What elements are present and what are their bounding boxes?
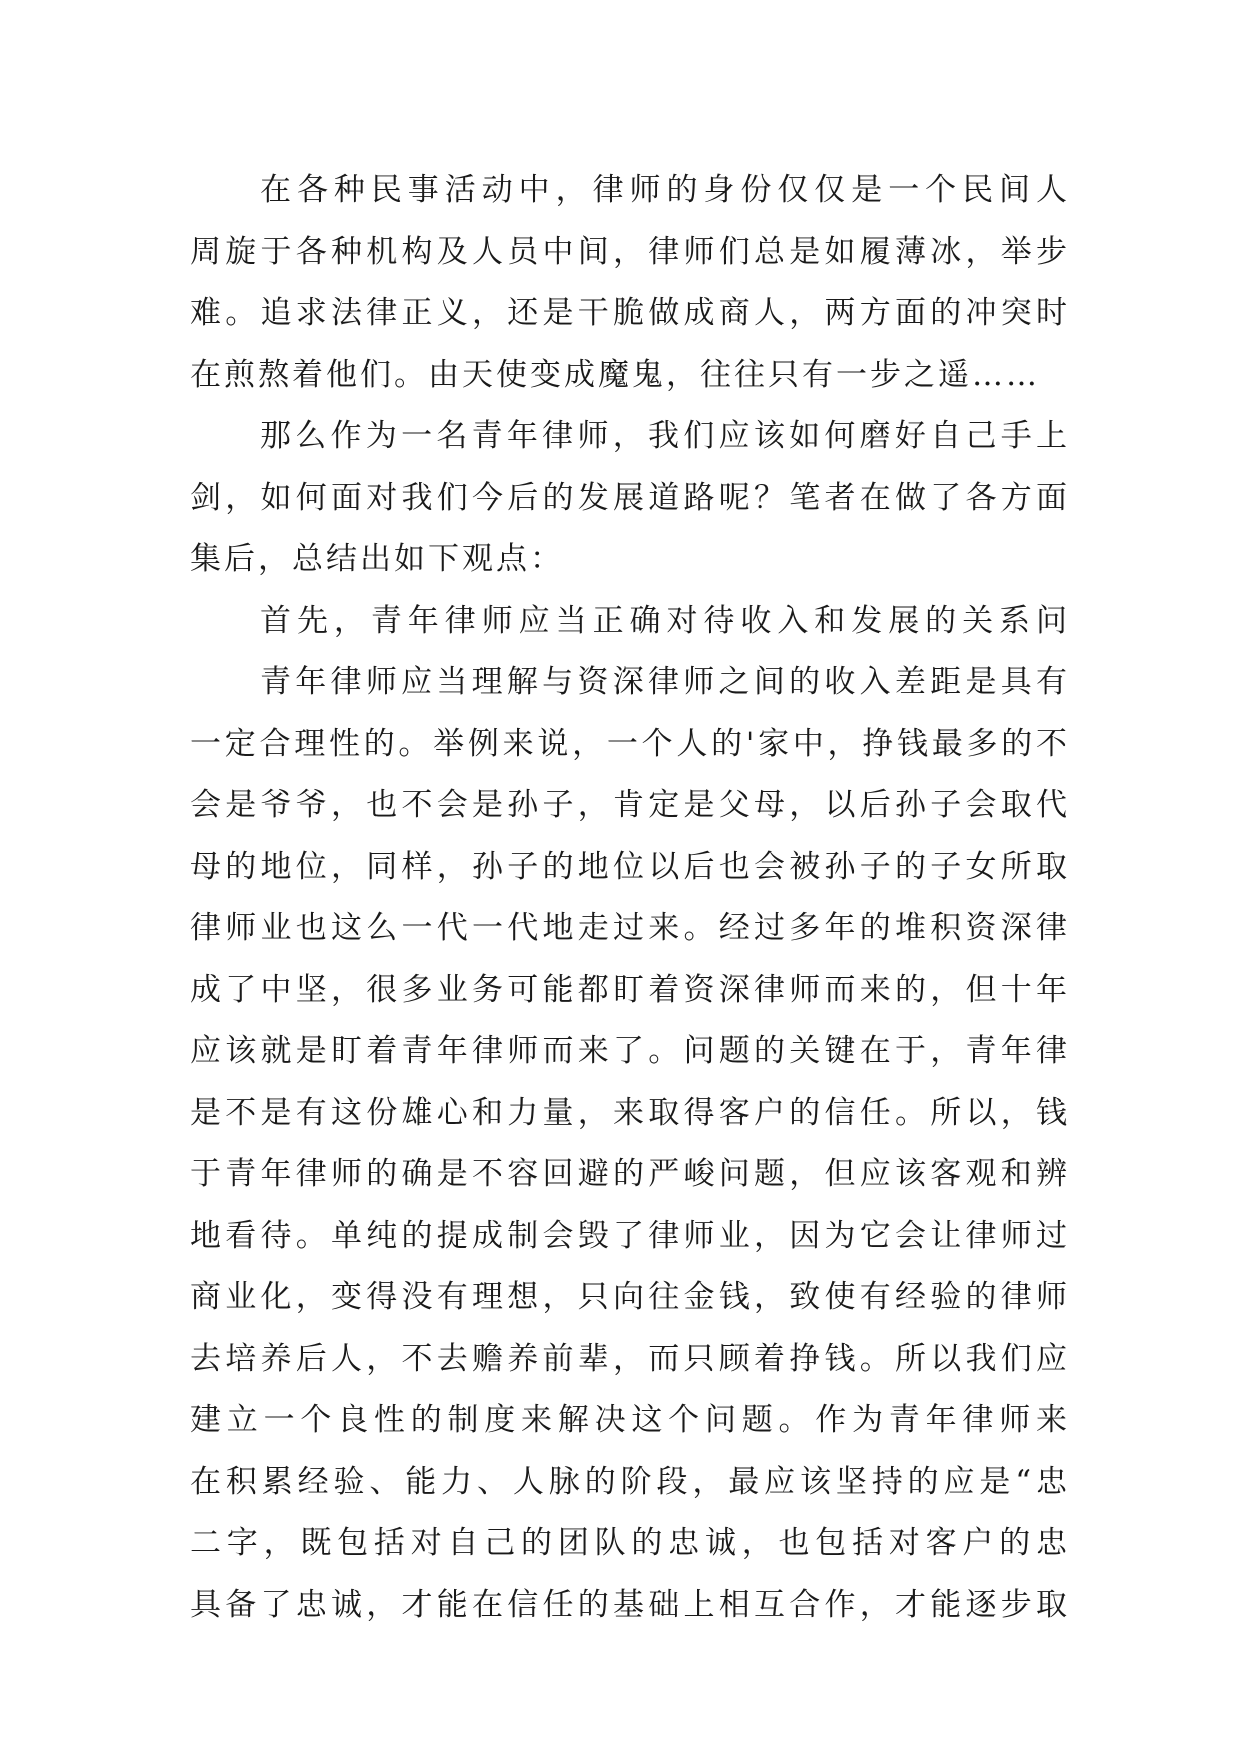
text-line: 具备了忠诚，才能在信任的基础上相互合作，才能逐步取	[190, 1586, 1070, 1623]
text-line: 青年律师应当理解与资深律师之间的收入差距是具有	[260, 664, 1070, 700]
text-line: 应该就是盯着青年律师而来了。问题的关键在于，青年律	[190, 1033, 1070, 1069]
text-line: 首先，青年律师应当正确对待收入和发展的关系问	[260, 602, 1070, 639]
text-line: 集后，总结出如下观点：	[190, 541, 564, 577]
text-line: 于青年律师的确是不容回避的严峻问题，但应该客观和辨	[190, 1156, 1070, 1192]
text-line: 一定合理性的。举例来说，一个人的'家中，挣钱最多的不	[190, 725, 1070, 762]
text-line: 商业化，变得没有理想，只向往金钱，致使有经验的律师	[190, 1279, 1070, 1315]
text-line: 是不是有这份雄心和力量，来取得客户的信任。所以，钱	[190, 1094, 1070, 1131]
text-line: 在煎熬着他们。由天使变成魔鬼，往往只有一步之遥……	[190, 356, 1040, 393]
text-line: 母的地位，同样，孙子的地位以后也会被孙子的子女所取	[190, 848, 1070, 885]
text-line: 律师业也这么一代一代地走过来。经过多年的堆积资深律	[190, 910, 1070, 946]
text-line: 建立一个良性的制度来解决这个问题。作为青年律师来	[190, 1402, 1070, 1438]
text-line: 周旋于各种机构及人员中间，律师们总是如履薄冰，举步	[190, 233, 1070, 270]
text-line: 去培养后人，不去赡养前辈，而只顾着挣钱。所以我们应	[190, 1340, 1070, 1377]
text-line: 成了中坚，很多业务可能都盯着资深律师而来的，但十年	[190, 971, 1070, 1008]
body-text	[190, 160, 1070, 1636]
text-line: 二字，既包括对自己的团队的忠诚，也包括对客户的忠	[190, 1525, 1070, 1561]
text-line: 剑，如何面对我们今后的发展道路呢？笔者在做了各方面	[190, 479, 1070, 516]
text-line: 在积累经验、能力、人脉的阶段，最应该坚持的应是“忠	[190, 1463, 1070, 1500]
text-line: 在各种民事活动中，律师的身份仅仅是一个民间人	[260, 172, 1070, 208]
text-line: 难。追求法律正义，还是干脆做成商人，两方面的冲突时	[190, 295, 1070, 331]
text-line: 地看待。单纯的提成制会毁了律师业，因为它会让律师过	[190, 1217, 1070, 1254]
text-line: 会是爷爷，也不会是孙子，肯定是父母，以后孙子会取代	[190, 787, 1070, 823]
text-line: 那么作为一名青年律师，我们应该如何磨好自己手上	[260, 418, 1070, 454]
